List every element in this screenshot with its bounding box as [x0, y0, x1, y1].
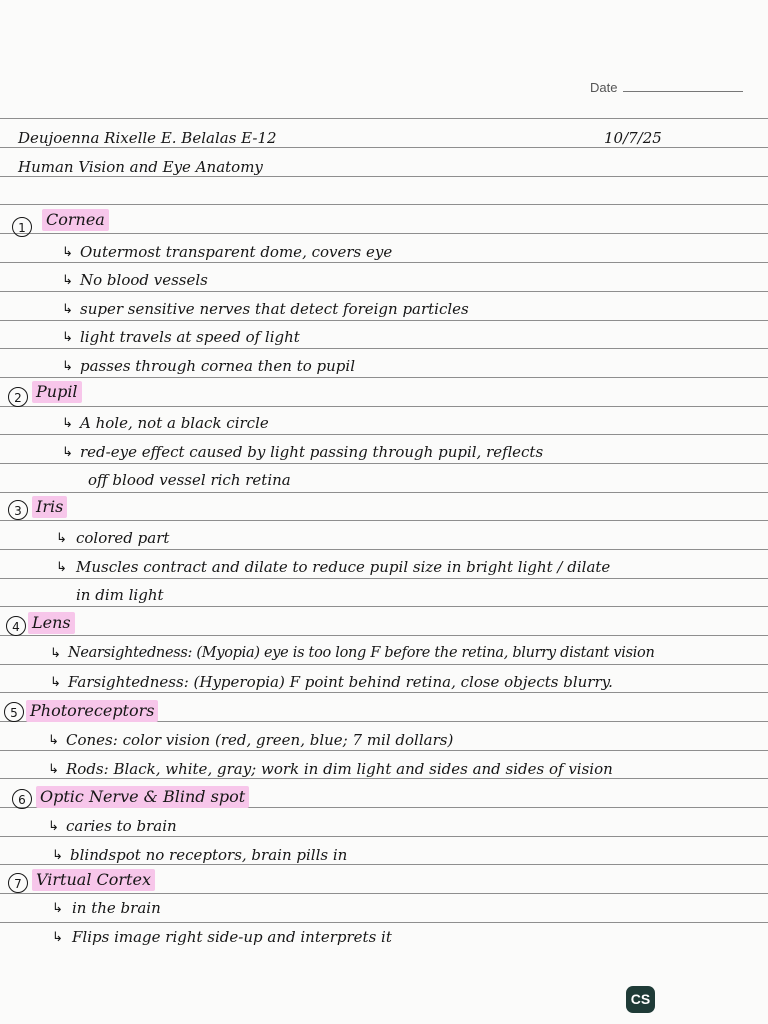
ruled-line	[0, 118, 768, 119]
section-number: 1	[12, 217, 32, 237]
camscanner-logo: CS	[626, 986, 655, 1013]
bullet-arrow-icon: ↳	[50, 675, 61, 690]
note-item: passes through cornea then to pupil	[80, 357, 355, 375]
ruled-line	[0, 520, 768, 521]
note-item: colored part	[76, 529, 170, 547]
note-date: 10/7/25	[604, 129, 662, 147]
note-item: A hole, not a black circle	[80, 414, 269, 432]
note-item: light travels at speed of light	[80, 328, 300, 346]
section-number: 2	[8, 387, 28, 407]
ruled-line	[0, 492, 768, 493]
note-item: Rods: Black, white, gray; work in dim light and sides and sides of vision	[66, 760, 613, 778]
ruled-line	[0, 463, 768, 464]
ruled-line	[0, 578, 768, 579]
bullet-arrow-icon: ↳	[52, 848, 63, 863]
date-field-line	[623, 91, 743, 92]
bullet-arrow-icon: ↳	[48, 733, 59, 748]
section-heading: Virtual Cortex	[32, 869, 155, 891]
note-item: Cones: color vision (red, green, blue; 7 mil dollars)	[66, 731, 454, 749]
bullet-arrow-icon: ↳	[56, 560, 67, 575]
bullet-arrow-icon: ↳	[48, 819, 59, 834]
bullet-arrow-icon: ↳	[50, 646, 61, 661]
ruled-line	[0, 291, 768, 292]
note-item: Muscles contract and dilate to reduce pupil size in bright light / dilate	[76, 558, 611, 576]
ruled-line	[0, 664, 768, 665]
ruled-line	[0, 836, 768, 837]
note-item: red-eye effect caused by light passing through pupil, reflects	[80, 443, 544, 461]
note-item: caries to brain	[66, 817, 177, 835]
ruled-line	[0, 377, 768, 378]
bullet-arrow-icon: ↳	[62, 273, 73, 288]
note-item: Nearsightedness: (Myopia) eye is too long F before the retina, blurry distant vision	[68, 645, 655, 661]
date-label: Date	[590, 80, 618, 95]
section-number: 3	[8, 500, 28, 520]
ruled-line	[0, 320, 768, 321]
section-number: 5	[4, 702, 24, 722]
section-heading: Lens	[28, 612, 75, 634]
bullet-arrow-icon: ↳	[52, 901, 63, 916]
section-number: 4	[6, 616, 26, 636]
page-title: Human Vision and Eye Anatomy	[18, 158, 263, 176]
ruled-line	[0, 233, 768, 234]
bullet-arrow-icon: ↳	[62, 245, 73, 260]
note-item: Farsightedness: (Hyperopia) F point behind retina, close objects blurry.	[68, 673, 613, 691]
section-number: 7	[8, 873, 28, 893]
ruled-line	[0, 635, 768, 636]
ruled-line	[0, 434, 768, 435]
bullet-arrow-icon: ↳	[62, 302, 73, 317]
ruled-line	[0, 204, 768, 205]
ruled-line	[0, 692, 768, 693]
section-number: 6	[12, 789, 32, 809]
ruled-line	[0, 893, 768, 894]
bullet-arrow-icon: ↳	[62, 359, 73, 374]
note-item: blindspot no receptors, brain pills in	[70, 846, 348, 864]
ruled-line	[0, 606, 768, 607]
ruled-line	[0, 549, 768, 550]
ruled-line	[0, 348, 768, 349]
bullet-arrow-icon: ↳	[48, 762, 59, 777]
ruled-line	[0, 406, 768, 407]
bullet-arrow-icon: ↳	[62, 445, 73, 460]
ruled-line	[0, 262, 768, 263]
note-item: No blood vessels	[80, 271, 208, 289]
note-item: Flips image right side-up and interprets it	[72, 928, 392, 946]
note-item: super sensitive nerves that detect foreign particles	[80, 300, 469, 318]
bullet-arrow-icon: ↳	[56, 531, 67, 546]
note-item: Outermost transparent dome, covers eye	[80, 243, 393, 261]
ruled-line	[0, 922, 768, 923]
bullet-arrow-icon: ↳	[62, 416, 73, 431]
section-heading: Optic Nerve & Blind spot	[36, 786, 249, 808]
student-name: Deujoenna Rixelle E. Belalas E-12	[18, 129, 277, 147]
note-item: in dim light	[76, 586, 164, 604]
section-heading: Cornea	[42, 209, 109, 231]
section-heading: Photoreceptors	[26, 700, 158, 722]
note-item: in the brain	[72, 899, 161, 917]
section-heading: Pupil	[32, 381, 82, 403]
section-heading: Iris	[32, 496, 67, 518]
ruled-line	[0, 750, 768, 751]
note-item: off blood vessel rich retina	[88, 471, 291, 489]
bullet-arrow-icon: ↳	[62, 330, 73, 345]
bullet-arrow-icon: ↳	[52, 930, 63, 945]
